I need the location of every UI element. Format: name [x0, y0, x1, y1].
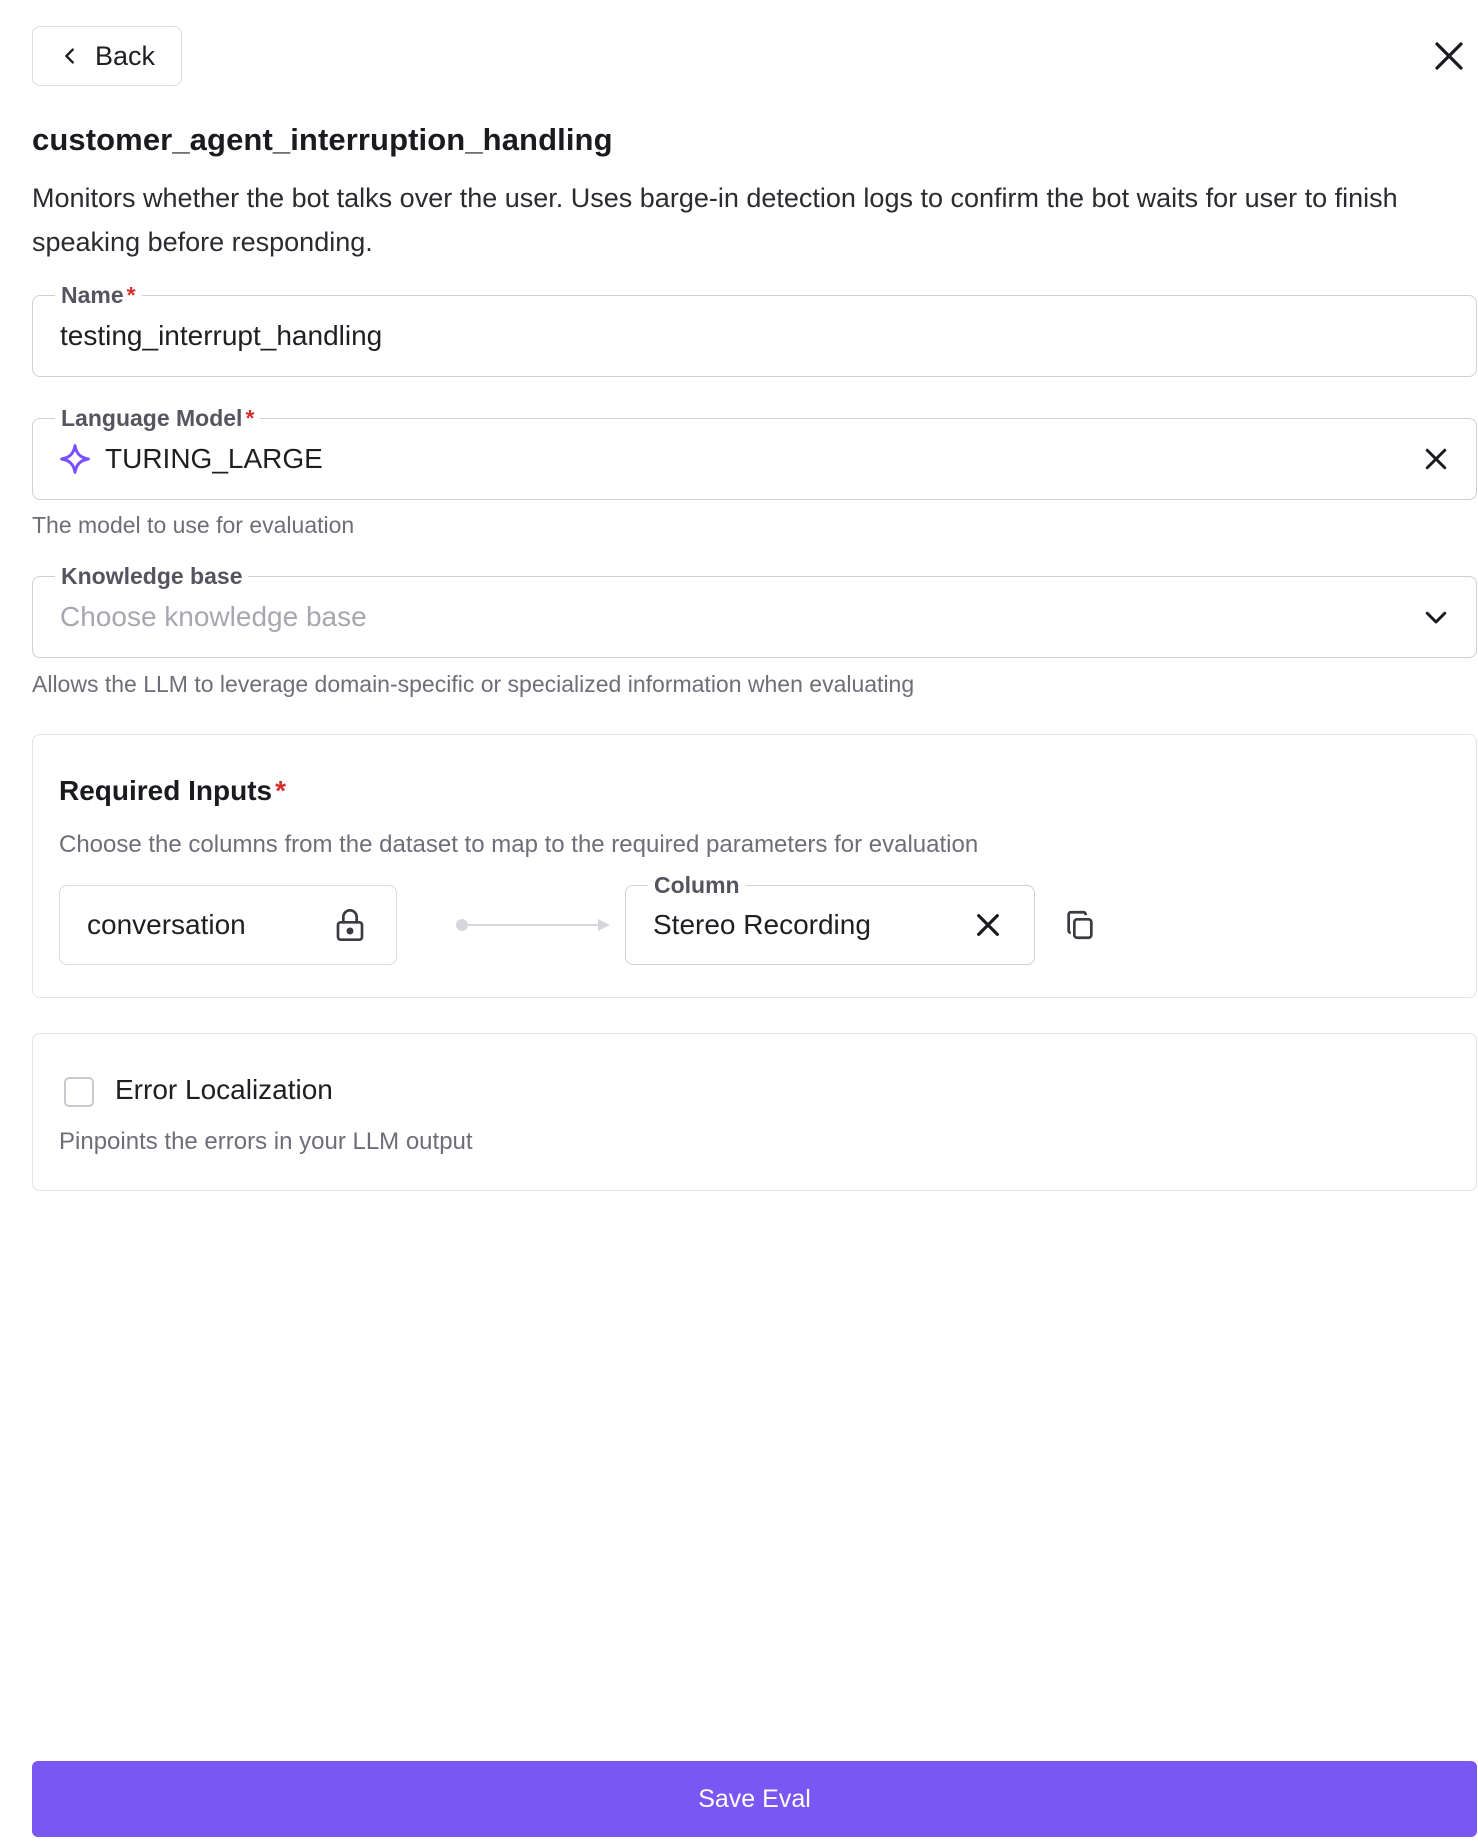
name-field[interactable] — [32, 282, 1477, 377]
close-icon — [1431, 38, 1467, 74]
chevron-left-icon — [59, 45, 81, 67]
back-button[interactable] — [32, 26, 182, 86]
column-value: Stereo Recording — [653, 909, 871, 940]
language-model-helper: The model to use for evaluation — [32, 512, 355, 538]
language-model-field[interactable] — [32, 405, 1477, 500]
copy-icon[interactable] — [1063, 908, 1097, 942]
clear-model-button[interactable] — [1418, 441, 1454, 477]
required-inputs-subtitle: Choose the columns from the dataset to map to the required parameters for evaluation — [59, 831, 979, 858]
close-icon — [1421, 444, 1451, 474]
mapping-arrow — [422, 915, 612, 935]
parameter-name: conversation — [87, 909, 246, 940]
required-mark: * — [275, 775, 287, 806]
knowledge-base-placeholder: Choose knowledge base — [60, 601, 367, 632]
language-model-value: TURING_LARGE — [105, 443, 323, 474]
required-mark: * — [245, 405, 255, 431]
clear-column-icon[interactable] — [972, 909, 1004, 941]
knowledge-base-select[interactable] — [32, 563, 1477, 658]
sparkle-icon — [59, 443, 91, 475]
column-select[interactable] — [625, 872, 1035, 965]
error-localization-checkbox[interactable] — [64, 1077, 94, 1107]
back-button-label: Back — [94, 40, 156, 71]
error-localization-card — [32, 1033, 1477, 1191]
knowledge-base-helper: Allows the LLM to leverage domain-specific or specialized information when evaluating — [32, 671, 915, 697]
save-eval-button[interactable]: Save Eval — [32, 1761, 1477, 1837]
knowledge-base-dropdown-toggle[interactable] — [1418, 599, 1454, 635]
error-localization-label[interactable]: Error Localization — [115, 1074, 333, 1105]
error-localization-description: Pinpoints the errors in your LLM output — [59, 1128, 473, 1155]
required-inputs-title: Required Inputs * — [59, 775, 287, 806]
eval-title: customer_agent_interruption_handling — [32, 122, 613, 157]
required-mark: * — [126, 282, 136, 308]
eval-description: Monitors whether the bot talks over the user. Uses barge-in detection logs to confirm the bot waits for user to finish speaking before responding. — [32, 183, 1398, 257]
language-model-label: Language Model * — [55, 403, 260, 433]
name-field-value[interactable]: testing_interrupt_handling — [60, 320, 383, 351]
lock-icon — [334, 907, 366, 943]
column-label: Column — [648, 870, 746, 900]
close-button[interactable] — [1425, 32, 1473, 80]
name-field-label: Name * — [55, 280, 142, 310]
chevron-down-icon — [1421, 602, 1451, 632]
knowledge-base-label: Knowledge base — [55, 561, 248, 591]
parameter-field — [59, 885, 397, 965]
required-inputs-card — [32, 734, 1477, 998]
